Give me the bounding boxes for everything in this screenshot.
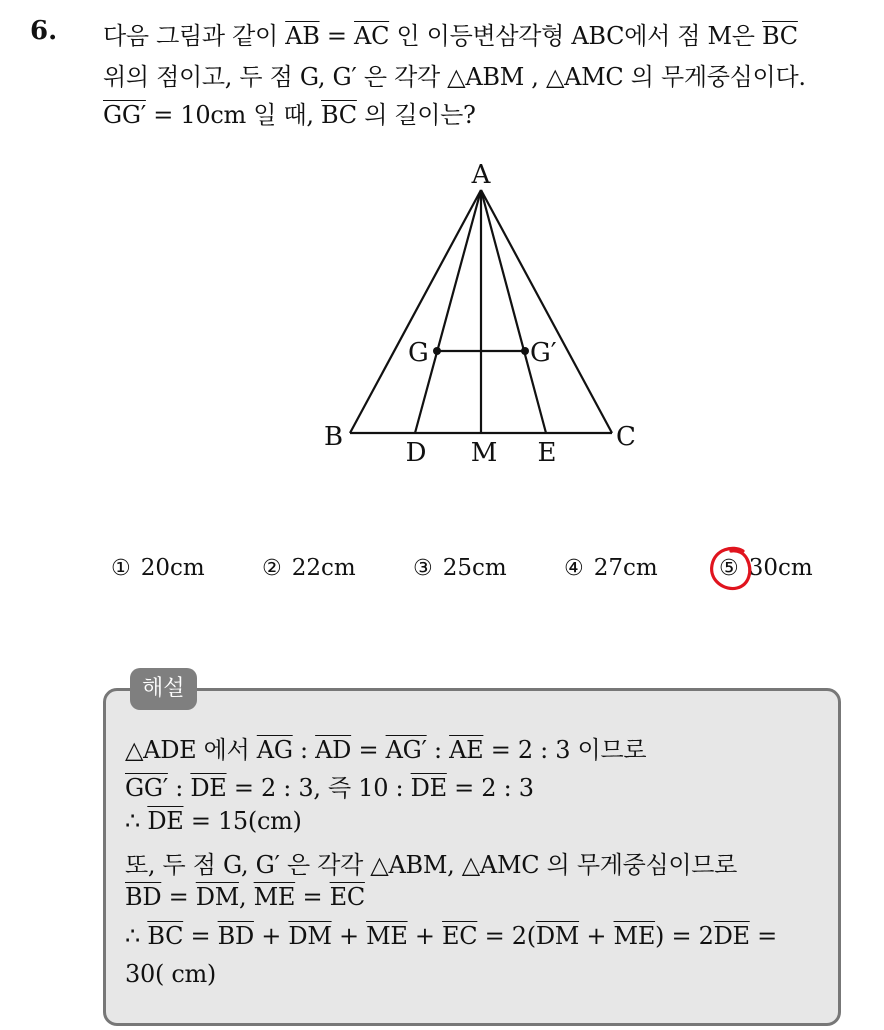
text-part: 의 길이는? bbox=[356, 101, 476, 129]
segment: $\overline{DE}$ bbox=[147, 807, 184, 835]
segment: $\overline{BD}$ bbox=[217, 922, 254, 950]
choice-number: ④ bbox=[564, 556, 584, 581]
question-line-1 bbox=[103, 16, 798, 51]
text-part: + bbox=[579, 922, 614, 950]
text-part: △ADE 에서 bbox=[125, 736, 257, 764]
text-part: : bbox=[426, 736, 450, 764]
label-g-prime: G′ bbox=[530, 338, 557, 368]
text-part: : bbox=[167, 774, 191, 802]
choice-text: 27cm bbox=[593, 555, 658, 581]
choice-number: ② bbox=[262, 556, 282, 581]
point-g-prime bbox=[521, 347, 529, 355]
text-part: ∴ bbox=[125, 922, 148, 950]
text-part: = 2 : 3 bbox=[446, 774, 534, 802]
explanation-line-3 bbox=[125, 807, 302, 835]
segment-bc: $\overline{BC}$ bbox=[762, 22, 798, 50]
label-m: M bbox=[470, 438, 498, 468]
label-e: E bbox=[537, 438, 557, 468]
segment: $\overline{DE}$ bbox=[190, 774, 227, 802]
explanation-line-2 bbox=[125, 768, 534, 803]
text-part: = bbox=[183, 922, 218, 950]
explanation-line-7: 30( cm) bbox=[125, 960, 216, 988]
explanation-line-6 bbox=[125, 922, 777, 950]
segment: $\overline{ME}$ bbox=[253, 883, 296, 911]
choice-text: 25cm bbox=[442, 555, 507, 581]
segment: $\overline{ME}$ bbox=[366, 922, 408, 950]
question-line-3 bbox=[103, 95, 476, 130]
text-part: + bbox=[407, 922, 443, 950]
segment: $\overline{AE}$ bbox=[449, 736, 484, 764]
segment: GG′ bbox=[125, 774, 168, 802]
text-part: = bbox=[351, 736, 386, 764]
text-part: + bbox=[253, 922, 289, 950]
segment: $\overline{EC}$ bbox=[329, 883, 365, 911]
text-part: = 15(cm) bbox=[183, 807, 302, 835]
text-part: 인 이등변삼각형 ABC에서 점 M은 bbox=[389, 22, 762, 50]
label-c: C bbox=[616, 422, 636, 452]
segment: $\overline{DM}$ bbox=[288, 922, 332, 950]
segment-ab: $\overline{AB}$ bbox=[285, 22, 320, 50]
segment: AG′ bbox=[385, 736, 427, 764]
text-part: = bbox=[319, 22, 355, 50]
segment: $\overline{DM}$ bbox=[195, 883, 239, 911]
text-part: = 2( bbox=[477, 922, 536, 950]
choice-2[interactable] bbox=[262, 555, 356, 581]
text-part: = 2 : 3, 즉 10 : bbox=[226, 774, 411, 802]
text-part: 다음 그림과 같이 bbox=[103, 22, 286, 50]
text-part: = bbox=[295, 883, 330, 911]
label-d: D bbox=[405, 438, 427, 468]
choice-4[interactable] bbox=[564, 555, 658, 581]
choice-number: ③ bbox=[413, 556, 433, 581]
text-part: ∴ bbox=[125, 807, 148, 835]
text-part: = 10cm 일 때, bbox=[145, 101, 321, 129]
question-number: 6. bbox=[30, 16, 58, 46]
segment: $\overline{AG}$ bbox=[256, 736, 293, 764]
label-g: G bbox=[408, 338, 429, 368]
edge-ab bbox=[350, 190, 481, 433]
segment: $\overline{EC}$ bbox=[442, 922, 478, 950]
text-part: = bbox=[161, 883, 196, 911]
choice-number: ① bbox=[111, 556, 131, 581]
segment: $\overline{ME}$ bbox=[613, 922, 656, 950]
explanation-line-1 bbox=[125, 730, 646, 765]
text-part: , bbox=[238, 883, 254, 911]
point-g bbox=[433, 347, 441, 355]
text-part: = 2 : 3 이므로 bbox=[483, 736, 647, 764]
answer-mark-circle-icon bbox=[707, 545, 755, 593]
text-part: : bbox=[292, 736, 316, 764]
explanation-line-5 bbox=[125, 883, 365, 911]
segment: $\overline{DE}$ bbox=[713, 922, 750, 950]
segment-ac: $\overline{AC}$ bbox=[354, 22, 390, 50]
segment: $\overline{AD}$ bbox=[315, 736, 352, 764]
triangle-figure bbox=[310, 155, 650, 475]
edge-ac bbox=[481, 190, 612, 433]
explanation-tag: 해설 bbox=[130, 668, 197, 710]
choice-text: 22cm bbox=[291, 555, 356, 581]
text-part: = bbox=[749, 922, 777, 950]
segment-ae bbox=[481, 190, 546, 433]
segment-ad bbox=[415, 190, 481, 433]
choice-1[interactable] bbox=[111, 555, 205, 581]
choice-number: ⑤ bbox=[719, 556, 739, 581]
segment-bc: $\overline{BC}$ bbox=[321, 101, 357, 129]
text-part: + bbox=[331, 922, 367, 950]
choice-text: 20cm bbox=[140, 555, 205, 581]
text-part: ) = 2 bbox=[655, 922, 714, 950]
label-b: B bbox=[324, 422, 344, 452]
explanation-line-4: 또, 두 점 G, G′ 은 각각 △ABM, △AMC 의 무게중심이므로 bbox=[125, 851, 738, 879]
segment: $\overline{DM}$ bbox=[535, 922, 580, 950]
choice-3[interactable] bbox=[413, 555, 507, 581]
segment: $\overline{DE}$ bbox=[410, 774, 447, 802]
label-a: A bbox=[471, 160, 491, 190]
choice-text: 30cm bbox=[748, 555, 813, 581]
question-line-2: 위의 점이고, 두 점 G, G′ 은 각각 △ABM , △AMC 의 무게중심이다. bbox=[103, 63, 806, 91]
segment-gg: GG′ bbox=[103, 101, 146, 129]
segment: $\overline{BC}$ bbox=[147, 922, 184, 950]
segment: $\overline{BD}$ bbox=[125, 883, 162, 911]
